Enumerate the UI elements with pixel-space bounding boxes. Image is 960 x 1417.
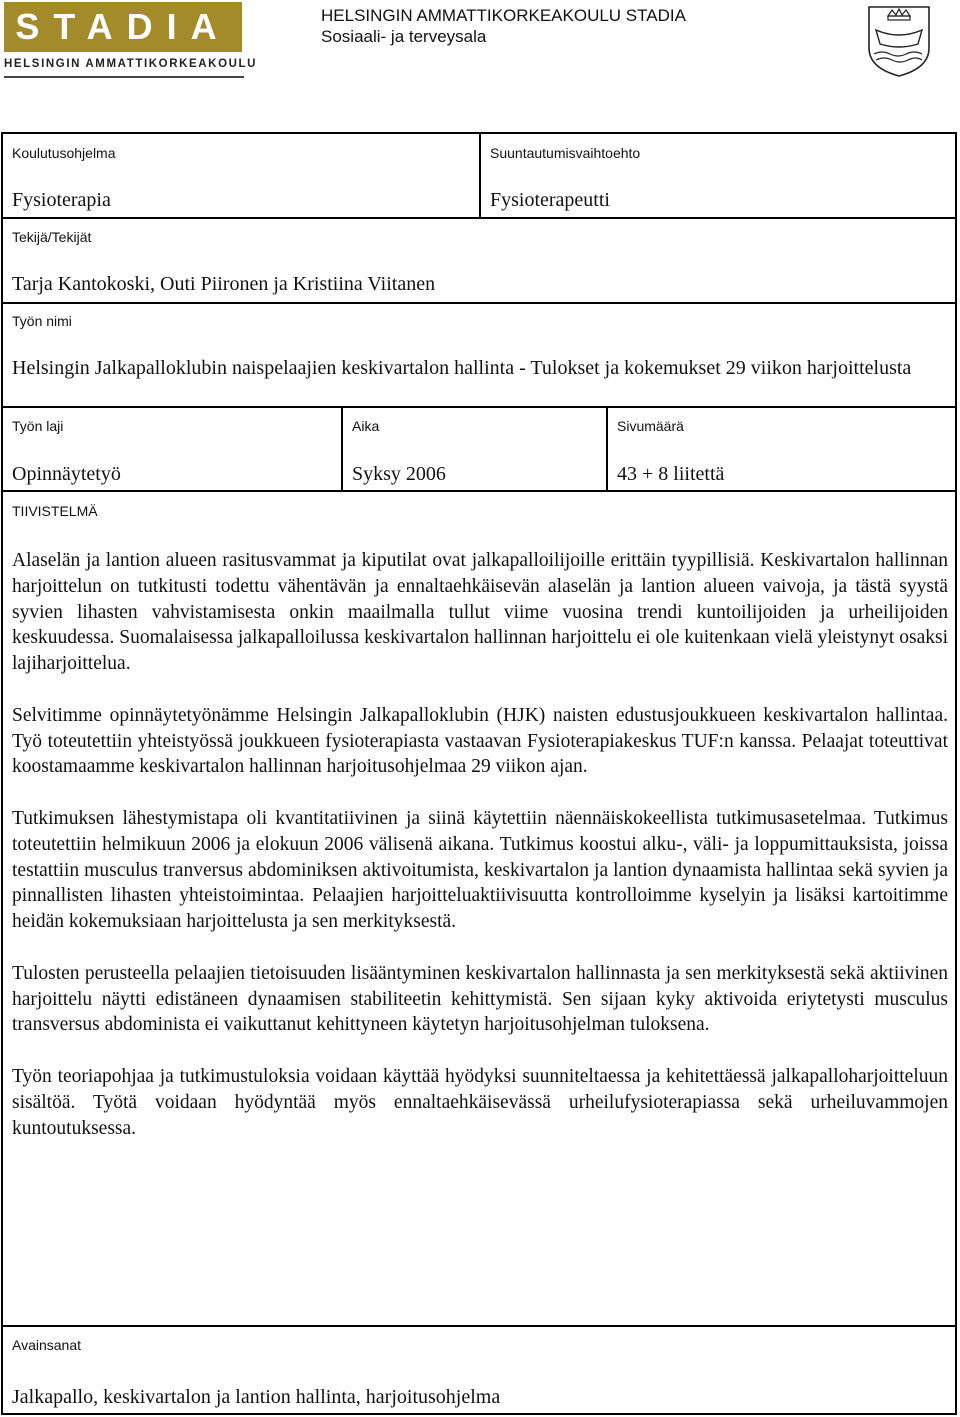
authors-value: Tarja Kantokoski, Outi Piironen ja Kristiina Viitanen (12, 273, 436, 295)
stadia-logo (4, 2, 258, 80)
logo-subtitle: HELSINGIN AMMATTIKORKEAKOULU (4, 58, 258, 70)
logo-wordmark: STADIA (15, 6, 231, 47)
keywords-label: Avainsanat (12, 1337, 82, 1353)
specialisation-label: Suuntautumisvaihtoehto (490, 145, 641, 161)
pages-value: 43 + 8 liitettä (617, 463, 725, 485)
abstract-label: TIIVISTELMÄ (12, 503, 98, 519)
rule-below-programme (3, 217, 955, 219)
divider-time (606, 406, 608, 490)
keywords-value: Jalkapallo, keskivartalon ja lantion hallinta, harjoitusohjelma (12, 1386, 501, 1408)
divider-work-type (341, 406, 343, 490)
rule-below-type-row (3, 490, 955, 492)
work-type-label: Työn laji (12, 418, 64, 434)
abstract-paragraph: Tutkimuksen lähestymistapa oli kvantitatiivinen ja siinä käytettiin näennäiskokeellista tutkimusasetelmaa. Tutkimus toteutettiin helmikuun 2006 ja elokuun 2006 välisenä aikana. Tutkimus koostui alku-, väli- ja loppumittauksista, joissa testattiin musculus tranversus abdominiksen aktivoitumista, keskivartalon ja lantion dynaamista hallintaa sekä syvien ja pinnallisten lihasten yhteistoimintaa. Pelaajien harjoitteluaktiivisuutta kontrolloimme kyselyin ja lisäksi kartoitimme heidän kokemuksiaan harjoittelusta ja sen merkityksestä. (12, 807, 948, 933)
abstract-body (12, 548, 948, 1167)
rule-below-authors (3, 302, 955, 304)
helsinki-coat-of-arms-icon (866, 4, 932, 78)
logo-underline (4, 76, 244, 78)
title-label: Työn nimi (12, 313, 72, 329)
rule-below-title (3, 406, 955, 408)
thesis-abstract-form (1, 132, 957, 1415)
school-name-line2: Sosiaali- ja terveysala (321, 27, 487, 46)
time-value: Syksy 2006 (352, 463, 446, 485)
thesis-title: Helsingin Jalkapalloklubin naispelaajien keskivartalon hallinta - Tulokset ja kokemukset 29 viikon harjoittelusta (12, 357, 912, 379)
school-name-line1: HELSINGIN AMMATTIKORKEAKOULU STADIA (321, 6, 686, 25)
school-name (321, 5, 686, 47)
time-label: Aika (352, 418, 380, 434)
specialisation-value: Fysioterapeutti (490, 189, 610, 211)
degree-programme-value: Fysioterapia (12, 189, 111, 211)
abstract-paragraph: Alaselän ja lantion alueen rasitusvammat ja kiputilat ovat jalkapalloilijoille erittäin tyypillisiä. Keskivartalon hallinnan harjoittelun on tutkitusti todettu vähentävän ja ennaltaehkäisevän alaselän ja lantion alueen vaivoja, ja tästä syystä syvien lihasten vahvistamisesta onkin maailmalla tullut viime vuosina trendi kuntoilijoiden ja urheilijoiden keskuudessa. Suomalaisessa jalkapalloilussa keskivartalon hallinnan harjoittelu ei ole kuitenkaan vielä yleistynyt osaksi lajiharjoittelua. (12, 550, 948, 675)
abstract-paragraph: Tulosten perusteella pelaajien tietoisuuden lisääntyminen keskivartalon hallinnasta ja sen merkityksestä sekä aktiivinen harjoittelu näytti edistäneen dynaamisen stabiliteetin kehittymistä. Sen sijaan kyky aktivoida eriytetysti musculus transversus abdominista ei vaikuttanut kehittyneen käytetyn harjoitusohjelman tuloksena. (12, 962, 948, 1036)
degree-programme-label: Koulutusohjelma (12, 145, 116, 161)
divider-programme (479, 134, 481, 217)
authors-label: Tekijä/Tekijät (12, 229, 92, 245)
abstract-paragraph: Työn teoriapohjaa ja tutkimustuloksia voidaan käyttää hyödyksi suunniteltaessa ja kehitettäessä jalkapalloharjoitteluun sisältöä. Työtä voidaan hyödyntää myös ennaltaehkäisevässä urheilufysioterapiassa sekä urheiluvammojen kuntoutuksessa. (12, 1065, 948, 1139)
work-type-value: Opinnäytetyö (12, 463, 121, 485)
rule-above-keywords (3, 1325, 955, 1327)
pages-label: Sivumäärä (617, 418, 684, 434)
abstract-paragraph: Selvitimme opinnäytetyönämme Helsingin Jalkapalloklubin (HJK) naisten edustusjoukkueen keskivartalon hallintaa. Työ toteutettiin yhteistyössä joukkueen fysioterapiasta vastaavan Fysioterapiakeskus TUF:n kanssa. Pelaajat toteuttivat koostamaamme keskivartalon hallinnan harjoitusohjelmaa 29 viikon ajan. (12, 704, 948, 778)
